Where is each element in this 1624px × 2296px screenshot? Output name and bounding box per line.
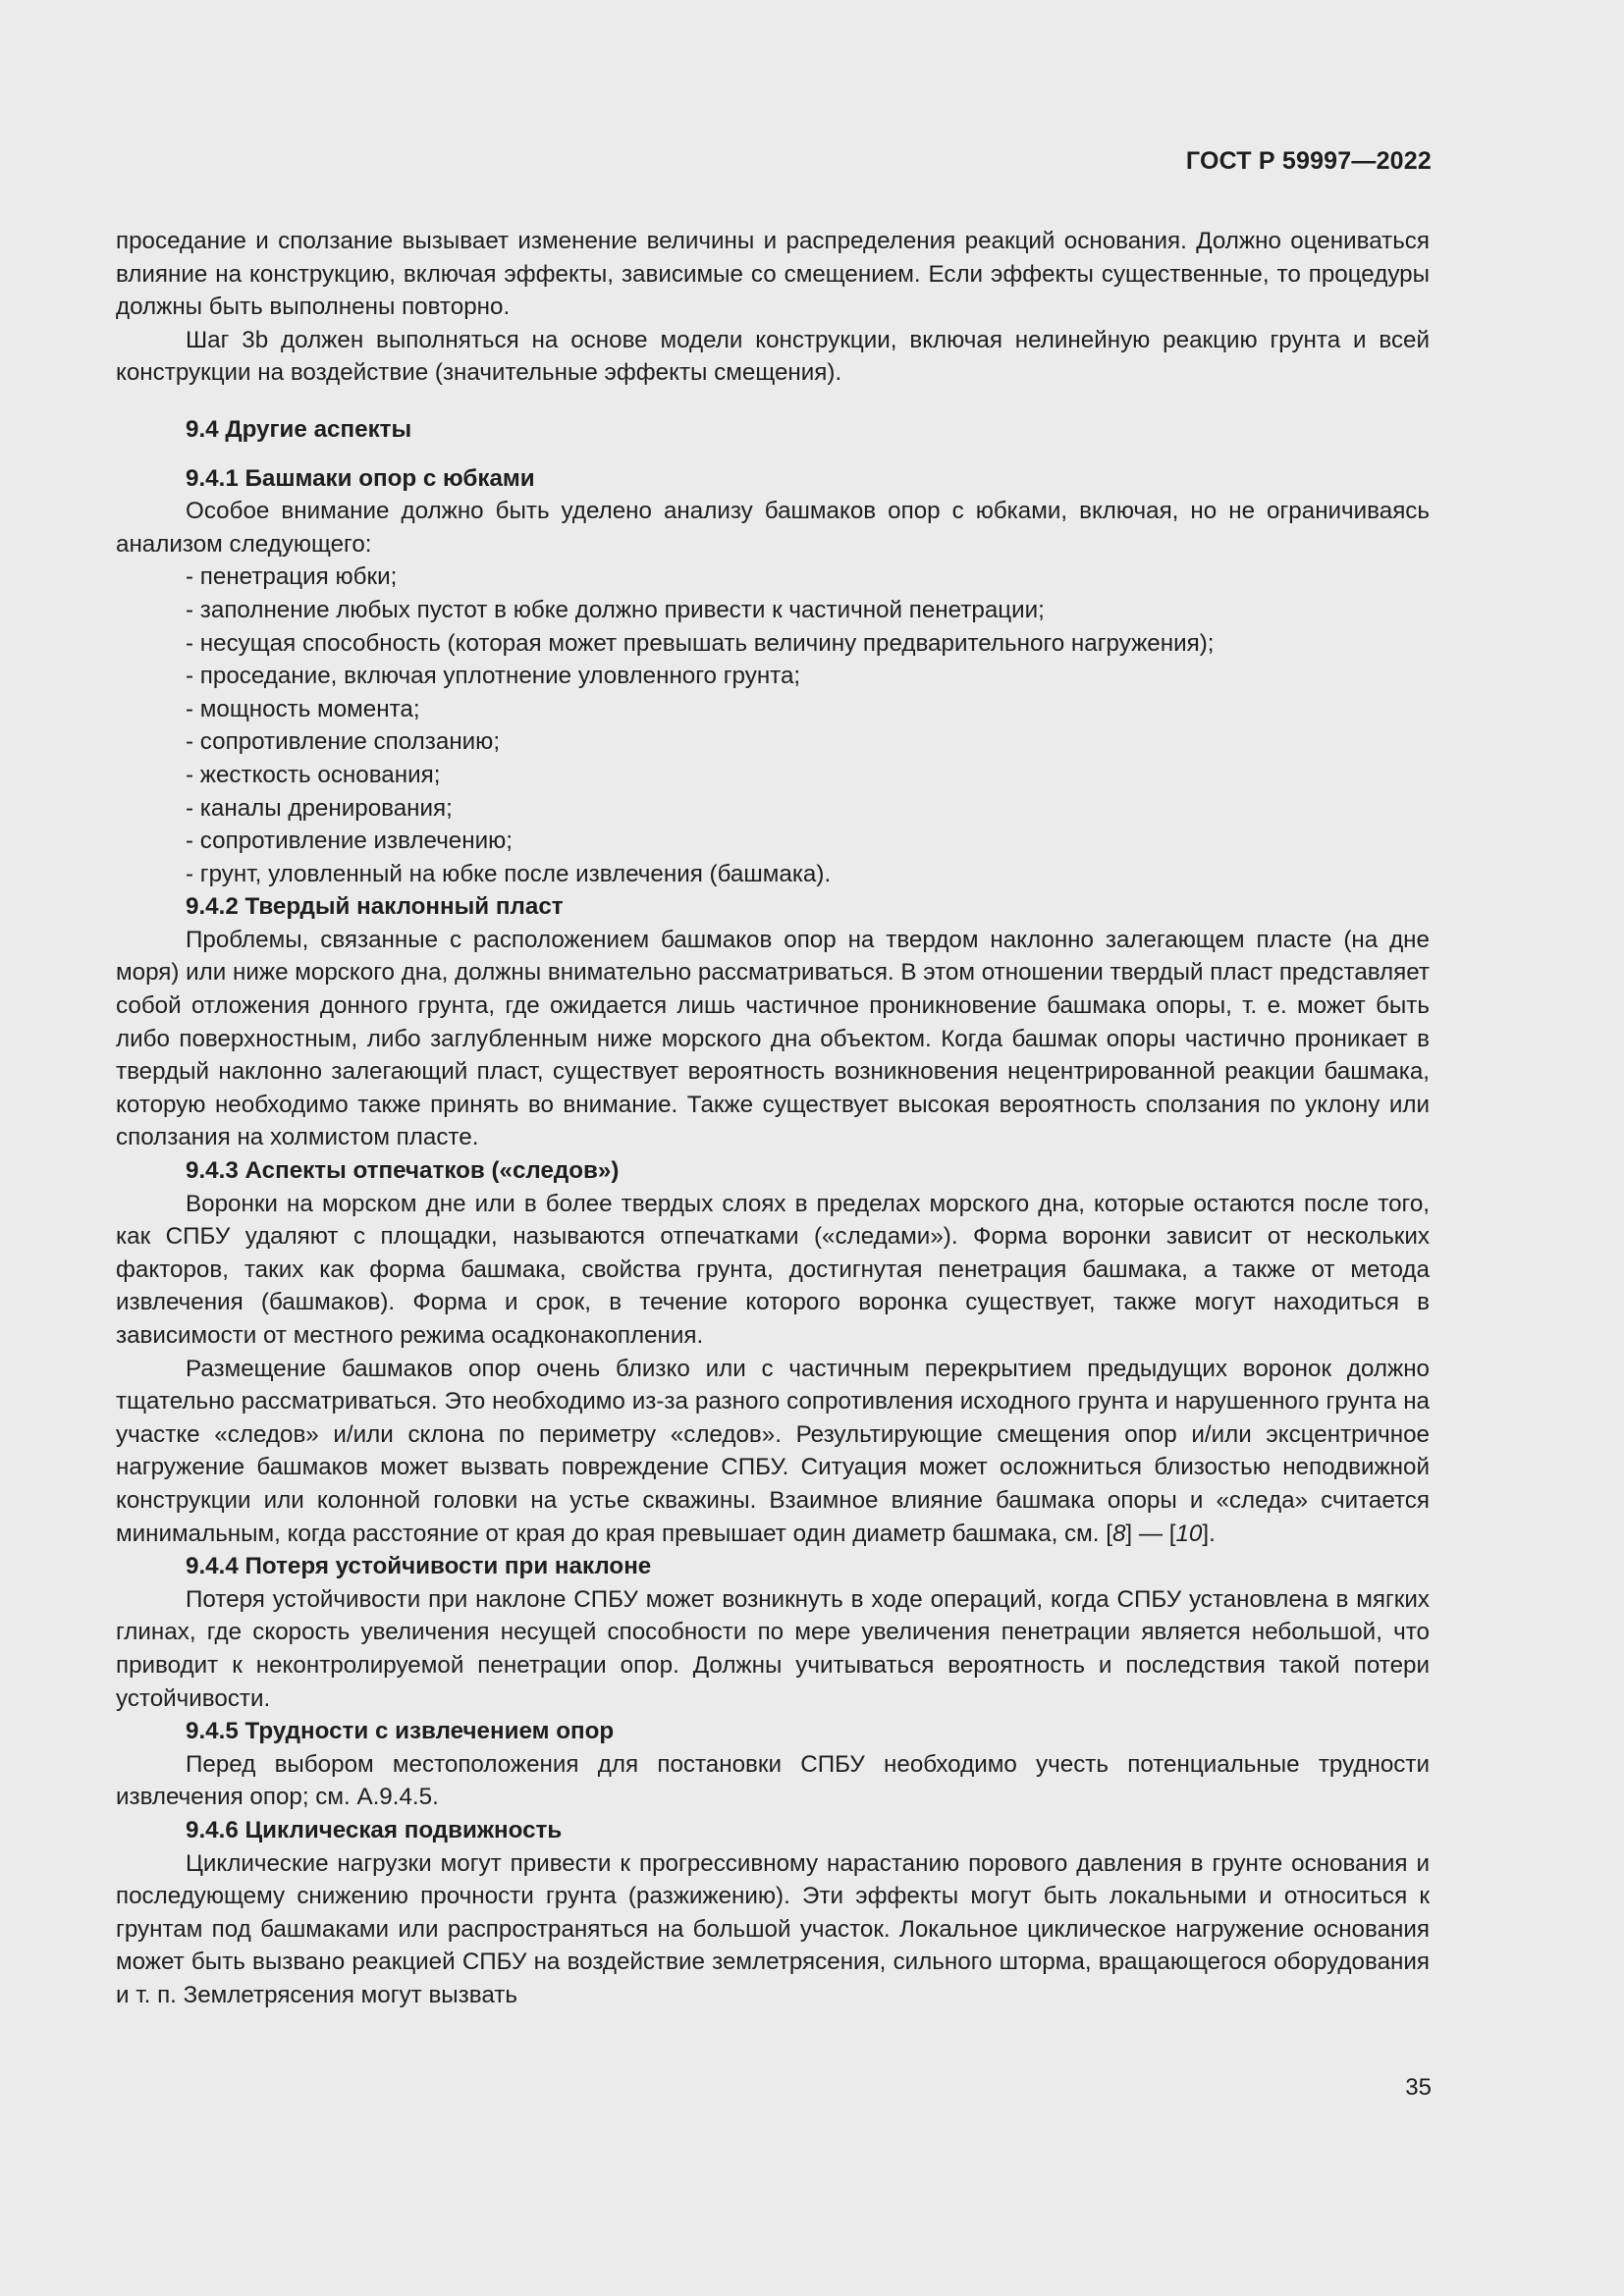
- reference-end: ].: [1202, 1520, 1216, 1547]
- paragraph: Циклические нагрузки могут привести к прогрессивному нарастанию порового давления в грунте основания и последующему снижению прочности грунта (разжижению). Эти эффекты могут быть локальными и относиться к грунтам под башмаками или распространяться на большой участок. Локальное циклическое нагружение основания может быть вызвано реакцией СПБУ на воздействие землетрясения, сильного шторма, вращающегося оборудования и т. п. Землетрясения могут вызвать: [116, 1849, 1430, 2008]
- paragraph: Шаг 3b должен выполняться на основе модели конструкции, включая нелинейную реакцию грунта и всей конструкции на воздействие (значительные эффекты смещения).: [116, 326, 1430, 387]
- subsection-heading-9-4-4: 9.4.4 Потеря устойчивости при наклоне: [186, 1553, 652, 1580]
- list-item: - мощность момента;: [186, 695, 420, 722]
- reference-number: 8: [1111, 1520, 1126, 1547]
- list-item: - проседание, включая уплотнение уловленного грунта;: [186, 663, 801, 690]
- paragraph: Проблемы, связанные с расположением башмаков опор на твердом наклонно залегающем пласте (на дне моря) или ниже морского дна, должны внимательно рассматриваться. В этом отношении твердый пласт представляет собой отложения донного грунта, где ожидается лишь частичное проникновение башмака опоры, т. е. может быть либо поверхностным, либо заглубленным ниже морского дна объектом. Когда башмак опоры частично проникает в твердый наклонно залегающий пласт, существует вероятность возникновения нецентрированной реакции башмака, которую необходимо также принять во внимание. Также существует высокая вероятность сползания по уклону или сползания на холмистом пласте.: [116, 926, 1430, 1151]
- subsection-heading-9-4-6: 9.4.6 Циклическая подвижность: [186, 1816, 563, 1843]
- list-item: - грунт, уловленный на юбке после извлечения (башмака).: [186, 860, 832, 887]
- subsection-heading-9-4-2: 9.4.2 Твердый наклонный пласт: [186, 893, 564, 921]
- reference-separator: ] — [: [1125, 1520, 1176, 1547]
- bullet-list: [116, 561, 1430, 890]
- list-item: - жесткость основания;: [186, 761, 441, 788]
- subsection-heading-9-4-5: 9.4.5 Трудности с извлечением опор: [186, 1718, 615, 1745]
- paragraph: Потеря устойчивости при наклоне СПБУ может возникнуть в ходе операций, когда СПБУ установлена в мягких глинах, где скорость увеличения несущей способности по мере увеличения пенетрации является небольшой, что приводит к неконтролируемой пенетрации опор. Должны учитываться вероятность и последствия такой потери устойчивости.: [116, 1585, 1430, 1712]
- list-item: - несущая способность (которая может превышать величину предварительного нагружения);: [186, 629, 1215, 657]
- reference-number: 10: [1175, 1520, 1203, 1547]
- list-item: - заполнение любых пустот в юбке должно привести к частичной пенетрации;: [186, 596, 1045, 623]
- paragraph: Воронки на морском дне или в более твердых слоях в пределах морского дна, которые остаются после того, как СПБУ удаляют с площадки, называются отпечатками («следами»). Форма воронки зависит от нескольких факторов, таких как форма башмака, свойства грунта, достигнутая пенетрация башмака, а также от метода извлечения (башмаков). Форма и срок, в течение которого воронка существует, также могут находиться в зависимости от местного режима осадконакопления.: [116, 1190, 1430, 1349]
- section-heading-9-4: 9.4 Другие аспекты: [186, 415, 412, 443]
- paragraph: Перед выбором местоположения для постановки СПБУ необходимо учесть потенциальные трудности извлечения опор; см. А.9.4.5.: [116, 1750, 1430, 1811]
- paragraph: проседание и сползание вызывает изменение величины и распределения реакций основания. Должно оцениваться влияние на конструкцию, включая эффекты, зависимые со смещением. Если эффекты существенные, то процедуры должны быть выполнены повторно.: [116, 228, 1430, 321]
- paragraph: [116, 1353, 1430, 1551]
- list-item: - сопротивление сползанию;: [186, 728, 501, 756]
- document-id-header: ГОСТ Р 59997—2022: [1185, 147, 1432, 175]
- subsection-heading-9-4-3: 9.4.3 Аспекты отпечатков («следов»): [186, 1157, 620, 1185]
- document-body: [116, 225, 1430, 2011]
- list-item: - каналы дренирования;: [186, 794, 453, 822]
- paragraph-text: Размещение башмаков опор очень близко или с частичным перекрытием предыдущих воронок должно тщательно рассматриваться. Это необходимо из-за разного сопротивления исходного грунта и нарушенного грунта на участке «следов» и/или склона по периметру «следов». Результирующие смещения опор и/или эксцентричное нагружение башмаков может вызвать повреждение СПБУ. Ситуация может осложниться близостью неподвижной конструкции или колонной головки на устье скважины. Взаимное влияние башмака опоры и «следа» считается минимальным, когда расстояние от края до края превышает один диаметр башмака, см. [: [116, 1355, 1430, 1547]
- list-item: - пенетрация юбки;: [186, 563, 398, 591]
- page-number: 35: [1405, 2074, 1432, 2101]
- paragraph: Особое внимание должно быть уделено анализу башмаков опор с юбками, включая, но не ограничиваясь анализом следующего:: [116, 498, 1430, 558]
- subsection-heading-9-4-1: 9.4.1 Башмаки опор с юбками: [186, 464, 535, 492]
- list-item: - сопротивление извлечению;: [186, 828, 513, 855]
